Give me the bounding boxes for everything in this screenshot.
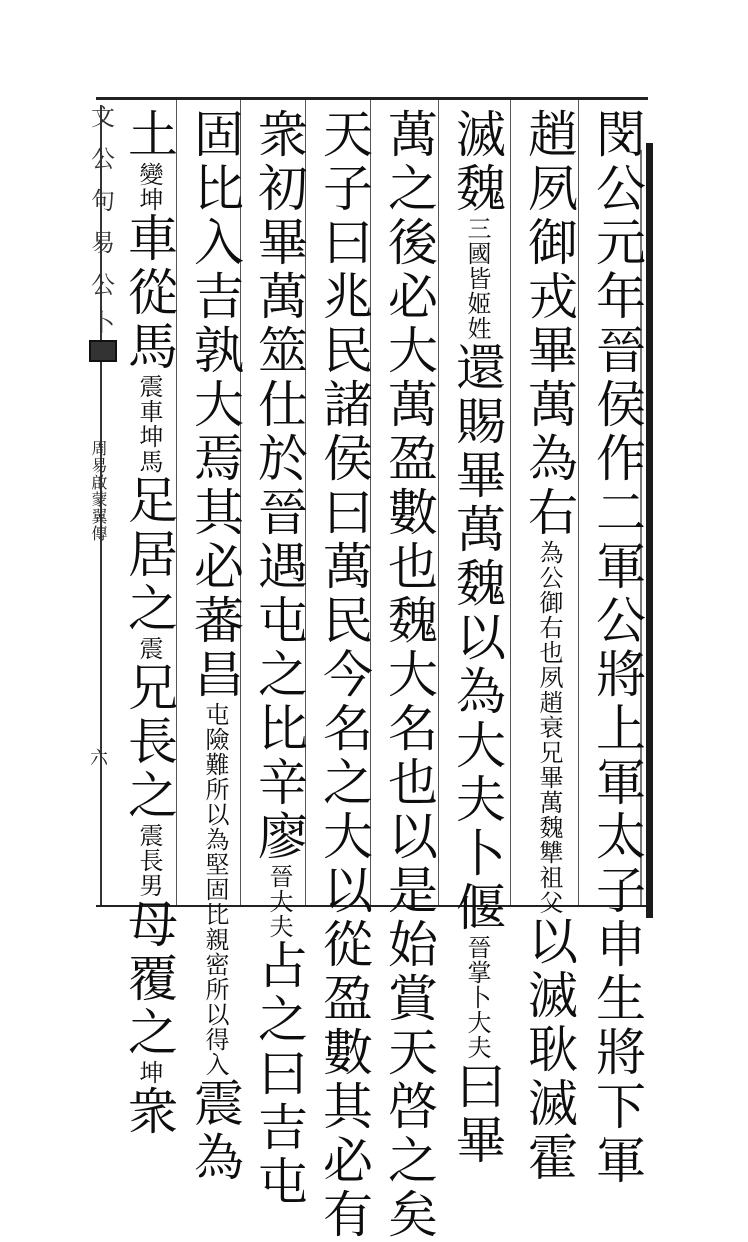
main-text: 萬之後必大萬盈數也魏大名也以是始賞天啓之矣 (380, 108, 438, 1242)
main-text: 母覆之 (120, 898, 178, 1060)
fold-fishtail-mark (89, 340, 117, 362)
text-column-4 (378, 108, 440, 1242)
main-text: 衆 (120, 1085, 178, 1139)
main-text: 滅魏 (448, 108, 506, 216)
fold-char: 文 (91, 103, 115, 131)
main-text: 還賜畢萬魏以為大夫卜偃 (448, 341, 506, 935)
commentary-note: 晉大夫 (265, 864, 293, 939)
commentary-note: 三國皆姬姓 (463, 216, 491, 341)
text-column-1 (586, 108, 648, 1188)
commentary-note: 屯險難所以為堅固比親密所以得入 (201, 702, 229, 1077)
text-column-6 (248, 108, 310, 1209)
column-rule (510, 100, 511, 905)
fold-char: 句 (91, 187, 115, 215)
main-text: 衆初畢萬筮仕於晉遇屯之比辛廖 (250, 108, 308, 864)
fold-page-number: 六 (87, 748, 108, 766)
fold-book-title: 周易啟蒙翼傳 (89, 440, 108, 542)
main-text: 土 (120, 108, 178, 162)
main-text: 兄長之 (120, 661, 178, 823)
fold-char: 公 (91, 271, 115, 299)
commentary-note: 變坤 (135, 162, 163, 212)
main-text: 足居之 (120, 474, 178, 636)
main-text: 天子曰兆民諸侯曰萬民今名之大以從盈數其必有 (315, 108, 373, 1242)
main-text: 固比入吉孰大焉其必蕃昌 (186, 108, 244, 702)
commentary-note: 坤 (135, 1060, 163, 1085)
main-text: 占之曰吉屯 (250, 939, 308, 1209)
fold-char: 卜 (91, 309, 115, 337)
text-column-2 (518, 108, 580, 1185)
text-column-8 (118, 108, 180, 1139)
fold-char: 公 (91, 145, 115, 173)
main-text: 車從馬 (120, 212, 178, 374)
fold-edge-strip (88, 100, 118, 360)
main-text: 閔公元年晉侯作二軍公將上軍太子申生將下軍 (588, 108, 646, 1188)
commentary-note: 晉掌卜大夫 (463, 935, 491, 1060)
main-text: 趙夙御戎畢萬為右 (520, 108, 578, 540)
text-column-3 (446, 108, 508, 1168)
fold-char: 易 (91, 229, 115, 257)
text-column-5 (313, 108, 375, 1242)
main-text: 曰畢 (448, 1060, 506, 1168)
commentary-note: 震車坤馬 (135, 374, 163, 474)
text-column-7 (184, 108, 246, 1185)
commentary-note: 震長男 (135, 823, 163, 898)
main-text: 以滅耿滅霍 (520, 915, 578, 1185)
frame-top-border (96, 97, 648, 100)
main-text: 震為 (186, 1077, 244, 1185)
commentary-note: 震 (135, 636, 163, 661)
commentary-note: 為公御右也夙趙衰兄畢萬魏犨祖父 (535, 540, 563, 915)
